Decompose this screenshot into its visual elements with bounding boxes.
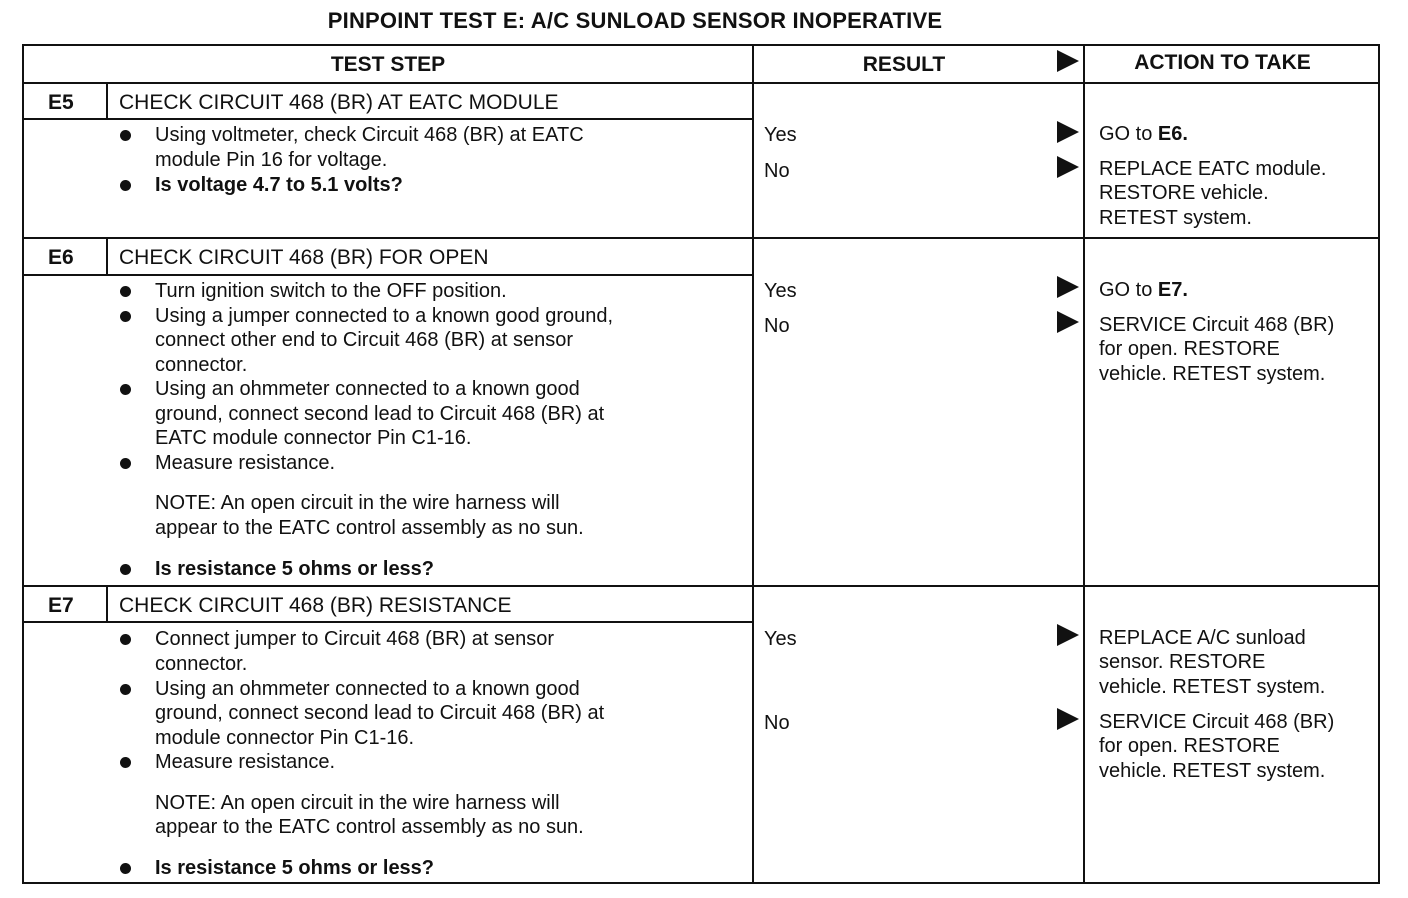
step-id-e7: E7 bbox=[48, 594, 74, 617]
step-id-e6: E6 bbox=[48, 246, 74, 269]
e5-action-yes: GO to E6. bbox=[1099, 123, 1188, 145]
e6-line: Measure resistance. bbox=[155, 452, 336, 474]
e5-question: Is voltage 4.7 to 5.1 volts? bbox=[155, 174, 403, 196]
e7-question: Is resistance 5 ohms or less? bbox=[155, 857, 435, 879]
bullet-icon bbox=[120, 863, 131, 874]
e7-action-yes: vehicle. RETEST system. bbox=[1099, 676, 1326, 698]
header-arrow-icon bbox=[1057, 50, 1079, 72]
arrow-right-icon bbox=[1057, 121, 1079, 143]
id-divider-e5 bbox=[106, 84, 108, 119]
e6-line: connector. bbox=[155, 354, 248, 376]
id-divider-e6 bbox=[106, 239, 108, 275]
test-table bbox=[22, 44, 1380, 884]
e6-line: Turn ignition switch to the OFF position. bbox=[155, 280, 507, 302]
e6-note: NOTE: An open circuit in the wire harness will bbox=[155, 492, 560, 514]
e5-result-no: No bbox=[764, 160, 790, 182]
e7-action-yes: REPLACE A/C sunload bbox=[1099, 627, 1306, 649]
e5-line: Using voltmeter, check Circuit 468 (BR) at EATC bbox=[155, 124, 584, 146]
e6-line: EATC module connector Pin C1-16. bbox=[155, 427, 472, 449]
bullet-icon bbox=[120, 757, 131, 768]
col-divider-action bbox=[1083, 46, 1085, 882]
step-title-e6: CHECK CIRCUIT 468 (BR) FOR OPEN bbox=[119, 246, 489, 269]
e5-action-no: RESTORE vehicle. bbox=[1099, 182, 1269, 204]
e5-result-yes: Yes bbox=[764, 124, 797, 146]
e7-result-yes: Yes bbox=[764, 628, 797, 650]
bullet-icon bbox=[120, 564, 131, 575]
arrow-right-icon bbox=[1057, 156, 1079, 178]
e7-result-no: No bbox=[764, 712, 790, 734]
bullet-icon bbox=[120, 180, 131, 191]
header-action: ACTION TO TAKE bbox=[1134, 51, 1311, 74]
e7-action-no: for open. RESTORE bbox=[1099, 735, 1280, 757]
e5-title-divider bbox=[24, 118, 752, 120]
e6-action-yes: GO to E7. bbox=[1099, 279, 1188, 301]
e5-line: module Pin 16 for voltage. bbox=[155, 149, 388, 171]
e5-action-no: RETEST system. bbox=[1099, 207, 1252, 229]
arrow-right-icon bbox=[1057, 311, 1079, 333]
e6-result-yes: Yes bbox=[764, 280, 797, 302]
e6-line: connect other end to Circuit 468 (BR) at sensor bbox=[155, 329, 573, 351]
bullet-icon bbox=[120, 286, 131, 297]
e7-line: module connector Pin C1-16. bbox=[155, 727, 415, 749]
bullet-icon bbox=[120, 384, 131, 395]
e7-line: Using an ohmmeter connected to a known good bbox=[155, 678, 580, 700]
e6-action-no: vehicle. RETEST system. bbox=[1099, 363, 1326, 385]
header-divider bbox=[24, 82, 1380, 84]
bullet-icon bbox=[120, 684, 131, 695]
e7-title-divider bbox=[24, 621, 752, 623]
bullet-icon bbox=[120, 458, 131, 469]
step-id-e5: E5 bbox=[48, 91, 74, 114]
id-divider-e7 bbox=[106, 587, 108, 622]
col-divider-result bbox=[752, 46, 754, 882]
arrow-right-icon bbox=[1057, 276, 1079, 298]
e6-title-divider bbox=[24, 274, 752, 276]
e6-line: ground, connect second lead to Circuit 468 (BR) at bbox=[155, 403, 605, 425]
bullet-icon bbox=[120, 130, 131, 141]
e7-line: ground, connect second lead to Circuit 468 (BR) at bbox=[155, 702, 605, 724]
bullet-icon bbox=[120, 634, 131, 645]
e6-line: Using an ohmmeter connected to a known good bbox=[155, 378, 580, 400]
e7-action-yes: sensor. RESTORE bbox=[1099, 651, 1266, 673]
step-title-e7: CHECK CIRCUIT 468 (BR) RESISTANCE bbox=[119, 594, 512, 617]
e7-action-no: vehicle. RETEST system. bbox=[1099, 760, 1326, 782]
e7-line: Connect jumper to Circuit 468 (BR) at sensor bbox=[155, 628, 555, 650]
e5-action-no: REPLACE EATC module. bbox=[1099, 158, 1327, 180]
header-test-step: TEST STEP bbox=[330, 53, 446, 76]
e7-line: Measure resistance. bbox=[155, 751, 336, 773]
bullet-icon bbox=[120, 311, 131, 322]
page-title: PINPOINT TEST E: A/C SUNLOAD SENSOR INOPERATIVE bbox=[327, 8, 943, 33]
e6-line: Using a jumper connected to a known good ground, bbox=[155, 305, 614, 327]
e6-question: Is resistance 5 ohms or less? bbox=[155, 558, 435, 580]
e7-note: NOTE: An open circuit in the wire harness will bbox=[155, 792, 560, 814]
e7-note: appear to the EATC control assembly as no sun. bbox=[155, 816, 584, 838]
e7-line: connector. bbox=[155, 653, 248, 675]
e6-result-no: No bbox=[764, 315, 790, 337]
e6-action-no: for open. RESTORE bbox=[1099, 338, 1280, 360]
e6-action-no: SERVICE Circuit 468 (BR) bbox=[1099, 314, 1335, 336]
e6-note: appear to the EATC control assembly as no sun. bbox=[155, 517, 584, 539]
row-divider-e6 bbox=[24, 237, 1380, 239]
row-divider-e7 bbox=[24, 585, 1380, 587]
e7-action-no: SERVICE Circuit 468 (BR) bbox=[1099, 711, 1335, 733]
arrow-right-icon bbox=[1057, 708, 1079, 730]
arrow-right-icon bbox=[1057, 624, 1079, 646]
header-result: RESULT bbox=[862, 53, 946, 76]
step-title-e5: CHECK CIRCUIT 468 (BR) AT EATC MODULE bbox=[119, 91, 559, 114]
